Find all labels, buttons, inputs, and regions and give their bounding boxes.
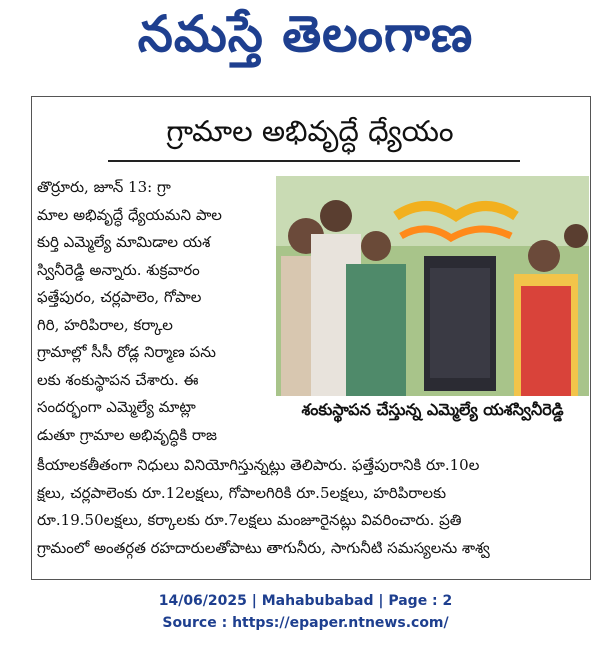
photo-caption: శంకుస్థాపన చేస్తున్న ఎమ్మెల్యే యశస్వినీరెడ్డి (301, 400, 564, 419)
body-line: కీయాలకతీతంగా నిధులు వినియోగిస్తున్నట్లు తెలిపారు. ఫత్తేపురానికి రూ.10ల (37, 456, 480, 474)
body-line: గ్రామంలో అంతర్గత రహదారులతోపాటు తాగునీరు, సాగునీటి సమస్యలను శాశ్వ (37, 538, 490, 557)
article-body-full-width (37, 452, 589, 562)
body-line: క్షలు, చర్లపాలెంకు రూ.12లక్షలు, గోపాలగిరికి రూ.5లక్షలు, హరిపిరాలకు (37, 483, 447, 502)
photo-illustration (276, 176, 589, 396)
body-line: కుర్తి ఎమ్మెల్యే మామిడాల యశ (37, 233, 211, 251)
body-line: రూ.19.50లక్షలు, కర్కాలకు రూ.7లక్షలు మంజూరైనట్లు వివరించారు. ప్రతి (37, 511, 462, 529)
headline-rule (108, 160, 520, 162)
body-line: సందర్భంగా ఎమ్మెల్యే మాట్లా (37, 398, 196, 416)
body-line: తొర్రూరు, జూన్ 13: గ్రా (37, 178, 171, 196)
article-photo (276, 176, 589, 396)
footer-source-link[interactable]: Source : https://epaper.ntnews.com/ (162, 615, 449, 631)
body-line: లకు శంకుస్థాపన చేశారు. ఈ (37, 370, 199, 389)
article-body-column (37, 174, 271, 449)
body-line: స్వినీరెడ్డి అన్నారు. శుక్రవారం (37, 260, 200, 279)
footer (0, 590, 611, 634)
newspaper-logo: నమస్తే తెలంగాణ (137, 4, 474, 63)
article-headline: గ్రామాల అభివృద్ధే ధ్యేయం (166, 114, 454, 148)
footer-meta: 14/06/2025 | Mahabubabad | Page : 2 (158, 593, 453, 609)
body-line: మాల అభివృద్ధే ధ్యేయమని పాల (37, 205, 222, 224)
body-line: ఫత్తేపురం, చర్లపాలెం, గోపాల (37, 288, 202, 306)
body-line: గ్రామాల్లో సీసీ రోడ్ల నిర్మాణ పను (37, 343, 216, 361)
masthead (0, 0, 611, 80)
body-line: డుతూ గ్రామాల అభివృద్ధికి రాజ (37, 425, 217, 444)
body-line: గిరి, హరిపిరాల, కర్కాల (37, 315, 173, 334)
